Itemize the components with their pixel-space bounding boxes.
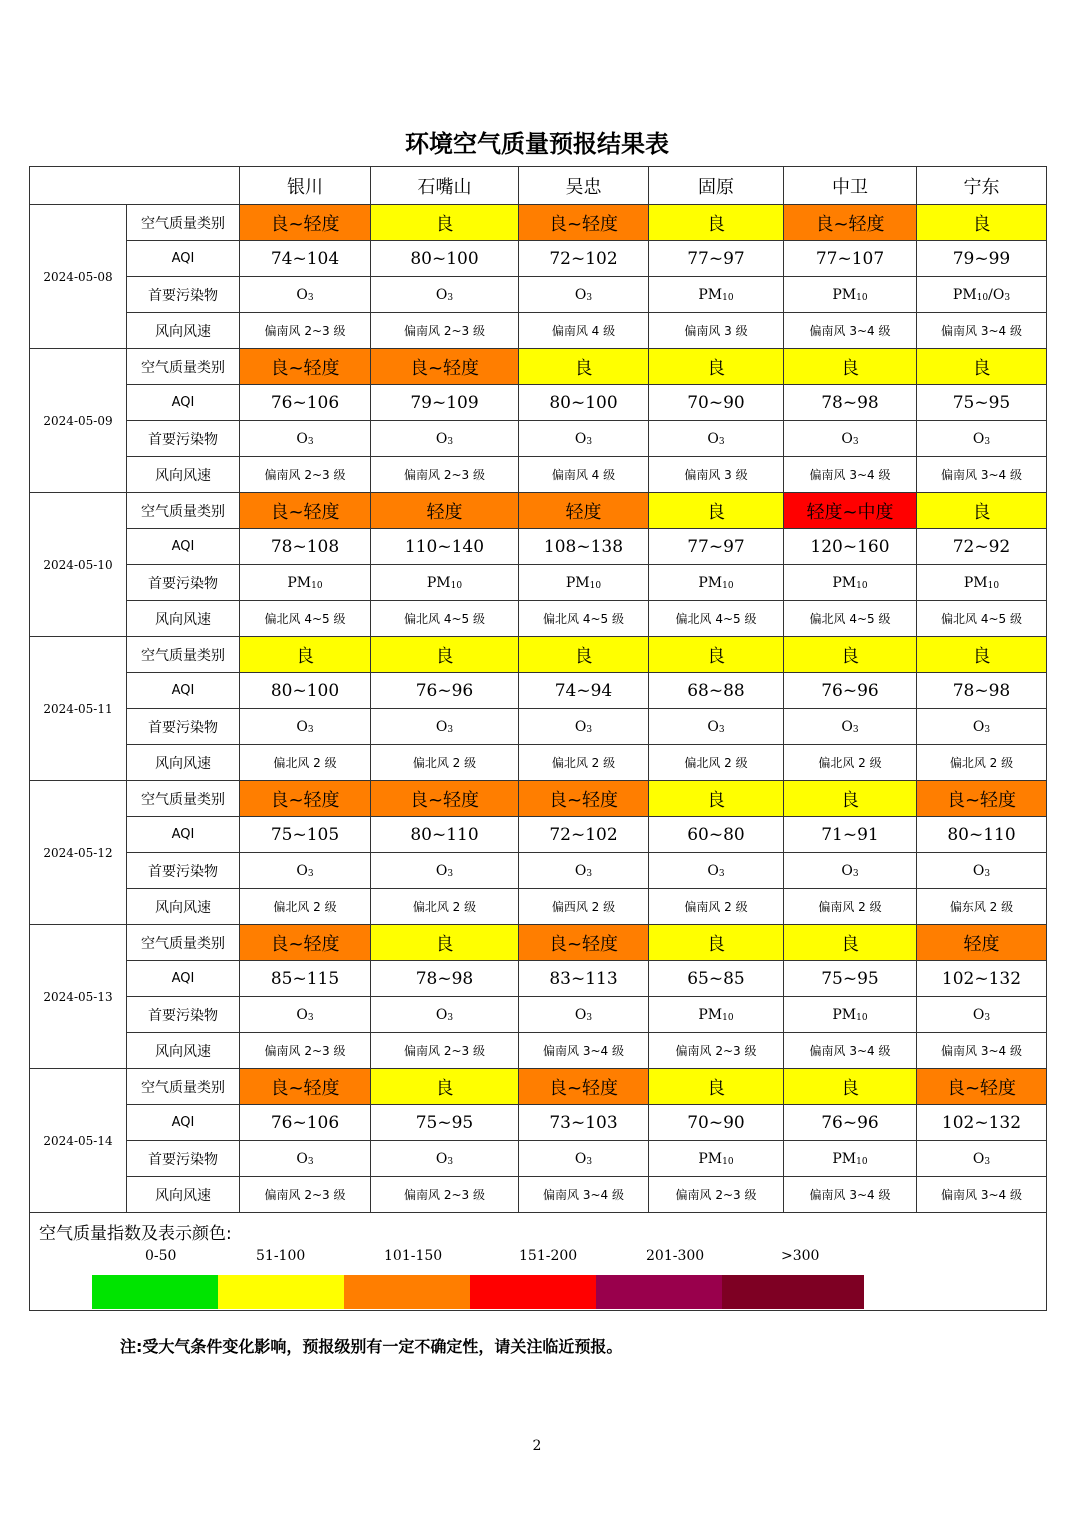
city-header: 银川 xyxy=(240,167,371,205)
category-cell: 良 xyxy=(371,205,519,241)
row-label-wind: 风向风速 xyxy=(127,601,240,637)
wind-cell: 偏南风 2~3 级 xyxy=(371,1177,519,1213)
pollutant-cell: $O_3$ xyxy=(240,709,371,745)
wind-cell: 偏北风 2 级 xyxy=(649,745,784,781)
row-pollutant xyxy=(30,997,1047,1033)
date-cell: 2024-05-10 xyxy=(30,493,127,637)
row-label-pollutant: 首要污染物 xyxy=(127,421,240,457)
row-label-pollutant: 首要污染物 xyxy=(127,277,240,313)
pollutant-cell: $O_3$ xyxy=(371,1141,519,1177)
legend-range-label: 101-150 xyxy=(384,1248,443,1264)
legend-range-label: 0-50 xyxy=(145,1248,177,1264)
row-label-pollutant: 首要污染物 xyxy=(127,565,240,601)
legend-range-label: 151-200 xyxy=(519,1248,578,1264)
date-cell: 2024-05-13 xyxy=(30,925,127,1069)
wind-cell: 偏北风 4~5 级 xyxy=(371,601,519,637)
wind-cell: 偏南风 3~4 级 xyxy=(917,313,1047,349)
date-cell: 2024-05-12 xyxy=(30,781,127,925)
category-cell: 良~轻度 xyxy=(240,205,371,241)
pollutant-cell: $O_3$ xyxy=(519,997,649,1033)
pollutant-cell: $O_3$ xyxy=(240,421,371,457)
aqi-cell: 74~104 xyxy=(240,241,371,277)
date-cell: 2024-05-14 xyxy=(30,1069,127,1213)
date-cell: 2024-05-08 xyxy=(30,205,127,349)
pollutant-cell: $O_3$ xyxy=(784,853,917,889)
row-label-aqi: AQI xyxy=(127,241,240,277)
pollutant-cell: $O_3$ xyxy=(240,1141,371,1177)
category-cell: 良 xyxy=(917,637,1047,673)
aqi-cell: 68~88 xyxy=(649,673,784,709)
wind-cell: 偏北风 4~5 级 xyxy=(649,601,784,637)
wind-cell: 偏北风 2 级 xyxy=(784,745,917,781)
wind-cell: 偏南风 2 级 xyxy=(649,889,784,925)
category-cell: 良 xyxy=(240,637,371,673)
category-cell: 轻度 xyxy=(371,493,519,529)
date-cell: 2024-05-11 xyxy=(30,637,127,781)
city-header: 宁东 xyxy=(917,167,1047,205)
wind-cell: 偏南风 2 级 xyxy=(784,889,917,925)
aqi-legend xyxy=(30,1213,1047,1311)
row-label-aqi: AQI xyxy=(127,529,240,565)
category-cell: 良 xyxy=(784,781,917,817)
pollutant-cell: $O_3$ xyxy=(371,997,519,1033)
pollutant-cell: $O_3$ xyxy=(649,421,784,457)
wind-cell: 偏北风 2 级 xyxy=(371,745,519,781)
row-label-aqi: AQI xyxy=(127,817,240,853)
row-pollutant xyxy=(30,421,1047,457)
pollutant-cell: $O_3$ xyxy=(240,997,371,1033)
row-wind xyxy=(30,1177,1047,1213)
category-cell: 良 xyxy=(649,781,784,817)
wind-cell: 偏北风 4~5 级 xyxy=(519,601,649,637)
row-label-pollutant: 首要污染物 xyxy=(127,853,240,889)
wind-cell: 偏南风 2~3 级 xyxy=(371,1033,519,1069)
wind-cell: 偏东风 2 级 xyxy=(917,889,1047,925)
category-cell: 良 xyxy=(784,349,917,385)
legend-title: 空气质量指数及表示颜色: xyxy=(39,1224,232,1244)
aqi-cell: 74~94 xyxy=(519,673,649,709)
aqi-cell: 78~98 xyxy=(917,673,1047,709)
category-cell: 良 xyxy=(519,349,649,385)
wind-cell: 偏南风 4 级 xyxy=(519,457,649,493)
pollutant-cell: $PM_{10}$ xyxy=(649,1141,784,1177)
wind-cell: 偏南风 3~4 级 xyxy=(784,457,917,493)
wind-cell: 偏南风 2~3 级 xyxy=(649,1177,784,1213)
pollutant-cell: $PM_{10}$ xyxy=(917,565,1047,601)
pollutant-cell: $O_3$ xyxy=(917,853,1047,889)
wind-cell: 偏南风 3 级 xyxy=(649,313,784,349)
aqi-cell: 80~100 xyxy=(519,385,649,421)
aqi-cell: 73~103 xyxy=(519,1105,649,1141)
row-category xyxy=(30,781,1047,817)
wind-cell: 偏西风 2 级 xyxy=(519,889,649,925)
wind-cell: 偏北风 4~5 级 xyxy=(784,601,917,637)
row-pollutant xyxy=(30,277,1047,313)
category-cell: 良~轻度 xyxy=(240,349,371,385)
wind-cell: 偏南风 2~3 级 xyxy=(649,1033,784,1069)
category-cell: 良 xyxy=(371,637,519,673)
pollutant-cell: $O_3$ xyxy=(784,709,917,745)
wind-cell: 偏北风 4~5 级 xyxy=(917,601,1047,637)
city-header: 固原 xyxy=(649,167,784,205)
row-label-category: 空气质量类别 xyxy=(127,349,240,385)
legend-color-swatch xyxy=(722,1275,864,1309)
row-label-category: 空气质量类别 xyxy=(127,1069,240,1105)
aqi-cell: 80~100 xyxy=(371,241,519,277)
pollutant-cell: $O_3$ xyxy=(917,709,1047,745)
row-label-wind: 风向风速 xyxy=(127,745,240,781)
pollutant-cell: $PM_{10}$ xyxy=(649,565,784,601)
aqi-cell: 76~96 xyxy=(784,1105,917,1141)
aqi-cell: 71~91 xyxy=(784,817,917,853)
wind-cell: 偏北风 2 级 xyxy=(240,745,371,781)
category-cell: 良~轻度 xyxy=(240,925,371,961)
pollutant-cell: $O_3$ xyxy=(917,997,1047,1033)
aqi-cell: 108~138 xyxy=(519,529,649,565)
aqi-cell: 77~97 xyxy=(649,529,784,565)
wind-cell: 偏南风 3~4 级 xyxy=(784,313,917,349)
aqi-cell: 78~98 xyxy=(371,961,519,997)
row-label-aqi: AQI xyxy=(127,961,240,997)
row-category xyxy=(30,349,1047,385)
pollutant-cell: $O_3$ xyxy=(784,421,917,457)
aqi-cell: 102~132 xyxy=(917,1105,1047,1141)
category-cell: 轻度 xyxy=(519,493,649,529)
wind-cell: 偏南风 3~4 级 xyxy=(917,1033,1047,1069)
wind-cell: 偏南风 3~4 级 xyxy=(784,1033,917,1069)
wind-cell: 偏南风 2~3 级 xyxy=(240,1177,371,1213)
pollutant-cell: $O_3$ xyxy=(519,853,649,889)
category-cell: 良~轻度 xyxy=(519,1069,649,1105)
pollutant-cell: $PM_{10}$ xyxy=(784,277,917,313)
aqi-cell: 76~96 xyxy=(784,673,917,709)
legend-color-swatch xyxy=(596,1275,722,1309)
wind-cell: 偏南风 3~4 级 xyxy=(519,1033,649,1069)
row-label-category: 空气质量类别 xyxy=(127,493,240,529)
category-cell: 良 xyxy=(649,349,784,385)
header-corner xyxy=(30,167,240,205)
pollutant-cell: $O_3$ xyxy=(371,709,519,745)
category-cell: 轻度~中度 xyxy=(784,493,917,529)
category-cell: 良 xyxy=(917,493,1047,529)
row-wind xyxy=(30,1033,1047,1069)
row-label-wind: 风向风速 xyxy=(127,1177,240,1213)
row-aqi xyxy=(30,385,1047,421)
pollutant-cell: $O_3$ xyxy=(240,853,371,889)
wind-cell: 偏北风 2 级 xyxy=(240,889,371,925)
row-pollutant xyxy=(30,709,1047,745)
pollutant-cell: $O_3$ xyxy=(371,421,519,457)
row-wind xyxy=(30,457,1047,493)
aqi-cell: 72~102 xyxy=(519,817,649,853)
wind-cell: 偏南风 3~4 级 xyxy=(784,1177,917,1213)
category-cell: 良~轻度 xyxy=(371,781,519,817)
aqi-cell: 80~100 xyxy=(240,673,371,709)
aqi-cell: 78~98 xyxy=(784,385,917,421)
pollutant-cell: $O_3$ xyxy=(917,421,1047,457)
city-header: 吴忠 xyxy=(519,167,649,205)
pollutant-cell: $PM_{10}$ xyxy=(649,277,784,313)
forecast-table xyxy=(29,166,1047,1311)
pollutant-cell: $PM_{10}$ xyxy=(784,1141,917,1177)
pollutant-cell: $O_3$ xyxy=(519,277,649,313)
row-category xyxy=(30,205,1047,241)
date-cell: 2024-05-09 xyxy=(30,349,127,493)
row-aqi xyxy=(30,529,1047,565)
category-cell: 良 xyxy=(784,1069,917,1105)
category-cell: 良 xyxy=(649,493,784,529)
category-cell: 良 xyxy=(784,925,917,961)
row-pollutant xyxy=(30,565,1047,601)
aqi-cell: 77~107 xyxy=(784,241,917,277)
aqi-cell: 80~110 xyxy=(371,817,519,853)
aqi-cell: 79~99 xyxy=(917,241,1047,277)
pollutant-cell: $O_3$ xyxy=(649,709,784,745)
category-cell: 良~轻度 xyxy=(519,925,649,961)
wind-cell: 偏南风 2~3 级 xyxy=(240,313,371,349)
row-label-wind: 风向风速 xyxy=(127,1033,240,1069)
aqi-cell: 75~95 xyxy=(917,385,1047,421)
aqi-cell: 72~92 xyxy=(917,529,1047,565)
pollutant-cell: $PM_{10}$ xyxy=(784,565,917,601)
aqi-cell: 70~90 xyxy=(649,1105,784,1141)
wind-cell: 偏北风 2 级 xyxy=(917,745,1047,781)
row-aqi xyxy=(30,673,1047,709)
row-label-wind: 风向风速 xyxy=(127,313,240,349)
category-cell: 良 xyxy=(371,925,519,961)
category-cell: 良 xyxy=(649,637,784,673)
wind-cell: 偏南风 3~4 级 xyxy=(917,1177,1047,1213)
category-cell: 良 xyxy=(649,205,784,241)
pollutant-cell: $PM_{10}$ xyxy=(240,565,371,601)
category-cell: 良 xyxy=(649,925,784,961)
aqi-cell: 60~80 xyxy=(649,817,784,853)
pollutant-cell: $O_3$ xyxy=(519,709,649,745)
pollutant-cell: $PM_{10}/O_3$ xyxy=(917,277,1047,313)
wind-cell: 偏南风 3~4 级 xyxy=(917,457,1047,493)
row-aqi xyxy=(30,817,1047,853)
row-label-pollutant: 首要污染物 xyxy=(127,997,240,1033)
row-category xyxy=(30,637,1047,673)
aqi-cell: 76~106 xyxy=(240,385,371,421)
legend-color-swatch xyxy=(470,1275,596,1309)
header-row xyxy=(30,167,1047,205)
row-category xyxy=(30,925,1047,961)
city-header: 中卫 xyxy=(784,167,917,205)
row-pollutant xyxy=(30,853,1047,889)
category-cell: 良~轻度 xyxy=(917,1069,1047,1105)
aqi-cell: 75~95 xyxy=(371,1105,519,1141)
category-cell: 轻度 xyxy=(917,925,1047,961)
row-aqi xyxy=(30,241,1047,277)
row-pollutant xyxy=(30,1141,1047,1177)
category-cell: 良~轻度 xyxy=(240,493,371,529)
category-cell: 良~轻度 xyxy=(519,205,649,241)
aqi-cell: 75~105 xyxy=(240,817,371,853)
pollutant-cell: $O_3$ xyxy=(519,421,649,457)
aqi-cell: 76~96 xyxy=(371,673,519,709)
row-wind xyxy=(30,889,1047,925)
row-label-wind: 风向风速 xyxy=(127,889,240,925)
row-label-wind: 风向风速 xyxy=(127,457,240,493)
pollutant-cell: $PM_{10}$ xyxy=(784,997,917,1033)
page-title: 环境空气质量预报结果表 xyxy=(405,130,669,158)
category-cell: 良~轻度 xyxy=(519,781,649,817)
category-cell: 良 xyxy=(649,1069,784,1105)
city-header: 石嘴山 xyxy=(371,167,519,205)
legend-color-swatch xyxy=(92,1275,218,1309)
row-wind xyxy=(30,313,1047,349)
legend-range-label: 51-100 xyxy=(256,1248,306,1264)
row-label-pollutant: 首要污染物 xyxy=(127,1141,240,1177)
page-number: 2 xyxy=(532,1438,542,1454)
pollutant-cell: $O_3$ xyxy=(917,1141,1047,1177)
row-label-category: 空气质量类别 xyxy=(127,925,240,961)
row-category xyxy=(30,1069,1047,1105)
category-cell: 良 xyxy=(784,637,917,673)
wind-cell: 偏南风 2~3 级 xyxy=(371,313,519,349)
row-label-pollutant: 首要污染物 xyxy=(127,709,240,745)
pollutant-cell: $PM_{10}$ xyxy=(371,565,519,601)
pollutant-cell: $O_3$ xyxy=(519,1141,649,1177)
row-label-category: 空气质量类别 xyxy=(127,637,240,673)
wind-cell: 偏南风 2~3 级 xyxy=(240,457,371,493)
aqi-cell: 102~132 xyxy=(917,961,1047,997)
row-label-category: 空气质量类别 xyxy=(127,205,240,241)
legend-range-label: 201-300 xyxy=(646,1248,705,1264)
pollutant-cell: $O_3$ xyxy=(240,277,371,313)
row-label-category: 空气质量类别 xyxy=(127,781,240,817)
forecast-note: 注:受大气条件变化影响，预报级别有一定不确定性，请关注临近预报。 xyxy=(120,1337,623,1356)
aqi-cell: 85~115 xyxy=(240,961,371,997)
aqi-cell: 83~113 xyxy=(519,961,649,997)
pollutant-cell: $PM_{10}$ xyxy=(649,997,784,1033)
category-cell: 良 xyxy=(519,637,649,673)
row-label-aqi: AQI xyxy=(127,673,240,709)
pollutant-cell: $O_3$ xyxy=(371,277,519,313)
category-cell: 良 xyxy=(917,205,1047,241)
wind-cell: 偏南风 2~3 级 xyxy=(371,457,519,493)
wind-cell: 偏南风 3~4 级 xyxy=(519,1177,649,1213)
aqi-cell: 120~160 xyxy=(784,529,917,565)
aqi-cell: 80~110 xyxy=(917,817,1047,853)
wind-cell: 偏南风 4 级 xyxy=(519,313,649,349)
legend-color-swatch xyxy=(218,1275,344,1309)
aqi-cell: 72~102 xyxy=(519,241,649,277)
wind-cell: 偏北风 2 级 xyxy=(371,889,519,925)
wind-cell: 偏南风 2~3 级 xyxy=(240,1033,371,1069)
aqi-cell: 110~140 xyxy=(371,529,519,565)
aqi-cell: 78~108 xyxy=(240,529,371,565)
aqi-cell: 75~95 xyxy=(784,961,917,997)
pollutant-cell: $O_3$ xyxy=(649,853,784,889)
wind-cell: 偏北风 2 级 xyxy=(519,745,649,781)
row-label-aqi: AQI xyxy=(127,1105,240,1141)
legend-row xyxy=(30,1213,1047,1311)
category-cell: 良~轻度 xyxy=(784,205,917,241)
row-category xyxy=(30,493,1047,529)
pollutant-cell: $PM_{10}$ xyxy=(519,565,649,601)
aqi-cell: 76~106 xyxy=(240,1105,371,1141)
wind-cell: 偏南风 3 级 xyxy=(649,457,784,493)
category-cell: 良~轻度 xyxy=(240,781,371,817)
row-wind xyxy=(30,601,1047,637)
row-aqi xyxy=(30,961,1047,997)
aqi-cell: 70~90 xyxy=(649,385,784,421)
aqi-cell: 77~97 xyxy=(649,241,784,277)
row-aqi xyxy=(30,1105,1047,1141)
row-wind xyxy=(30,745,1047,781)
legend-color-swatch xyxy=(344,1275,470,1309)
pollutant-cell: $O_3$ xyxy=(371,853,519,889)
aqi-cell: 79~109 xyxy=(371,385,519,421)
category-cell: 良~轻度 xyxy=(917,781,1047,817)
legend-range-label: >300 xyxy=(781,1248,820,1264)
category-cell: 良 xyxy=(371,1069,519,1105)
category-cell: 良~轻度 xyxy=(371,349,519,385)
row-label-aqi: AQI xyxy=(127,385,240,421)
category-cell: 良 xyxy=(917,349,1047,385)
wind-cell: 偏北风 4~5 级 xyxy=(240,601,371,637)
aqi-cell: 65~85 xyxy=(649,961,784,997)
category-cell: 良~轻度 xyxy=(240,1069,371,1105)
